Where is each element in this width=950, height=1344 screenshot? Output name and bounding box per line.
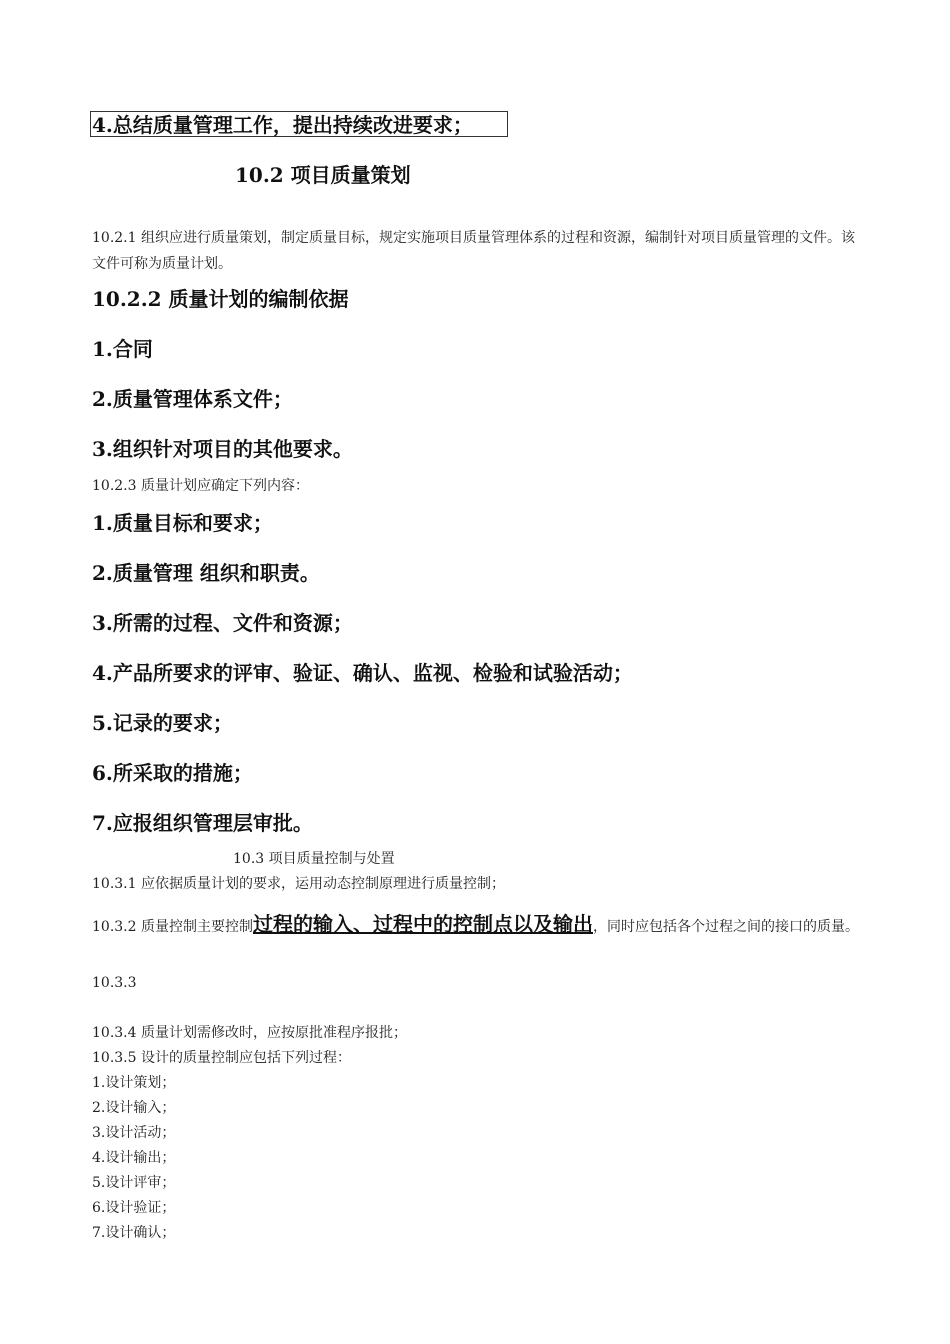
design-item: 2.设计输入； [92,1100,176,1116]
paragraph-10-3-2-suffix: ，同时应包括各个过程之间的接口的质量。 [592,919,859,935]
paragraph-10-3-2-emphasis: 过程的输入、过程中的控制点以及输出 [252,912,593,936]
design-item: 3.设计活动； [92,1125,176,1141]
design-item: 6.设计验证； [92,1200,176,1216]
basis-item: 3.组织针对项目的其他要求。 [92,437,353,461]
content-item: 7.应报组织管理层审批。 [92,811,313,835]
boxed-heading: 4.总结质量管理工作，提出持续改进要求； [90,111,508,137]
paragraph-10-3-2-prefix: 10.3.2 质量控制主要控制 [92,919,253,935]
paragraph-10-2-1: 10.2.1 组织应进行质量策划，制定质量目标，规定实施项目质量管理体系的过程和资源，编制针对项目质量管理的文件。该文件可称为质量计划。 [92,230,855,272]
section-heading-10-2: 10.2 项目质量策划 [235,163,411,187]
design-item: 5.设计评审； [92,1175,176,1191]
basis-item: 2.质量管理体系文件； [92,387,293,411]
content-item: 2.质量管理 组织和职责。 [92,561,320,585]
design-item: 1.设计策划； [92,1075,176,1091]
basis-item: 1.合同 [92,337,153,361]
heading-10-2-2: 10.2.2 质量计划的编制依据 [92,287,349,311]
design-item: 4.设计输出； [92,1150,176,1166]
paragraph-10-3-5: 10.3.5 设计的质量控制应包括下列过程： [92,1050,351,1066]
paragraph-10-3-4: 10.3.4 质量计划需修改时，应按原批准程序报批； [92,1025,407,1041]
paragraph-10-3-1: 10.3.1 应依据质量计划的要求，运用动态控制原理进行质量控制； [92,876,505,892]
paragraph-10-3-2 [92,906,867,945]
paragraph-10-3-3: 10.3.3 [92,975,137,991]
content-item: 1.质量目标和要求； [92,511,273,535]
content-item: 4.产品所要求的评审、验证、确认、监视、检验和试验活动； [92,661,633,685]
design-item: 7.设计确认； [92,1225,176,1241]
paragraph-10-2-3: 10.2.3 质量计划应确定下列内容： [92,478,309,494]
content-item: 6.所采取的措施； [92,761,253,785]
content-item: 3.所需的过程、文件和资源； [92,611,353,635]
section-heading-10-3: 10.3 项目质量控制与处置 [233,851,395,867]
content-item: 5.记录的要求； [92,711,233,735]
